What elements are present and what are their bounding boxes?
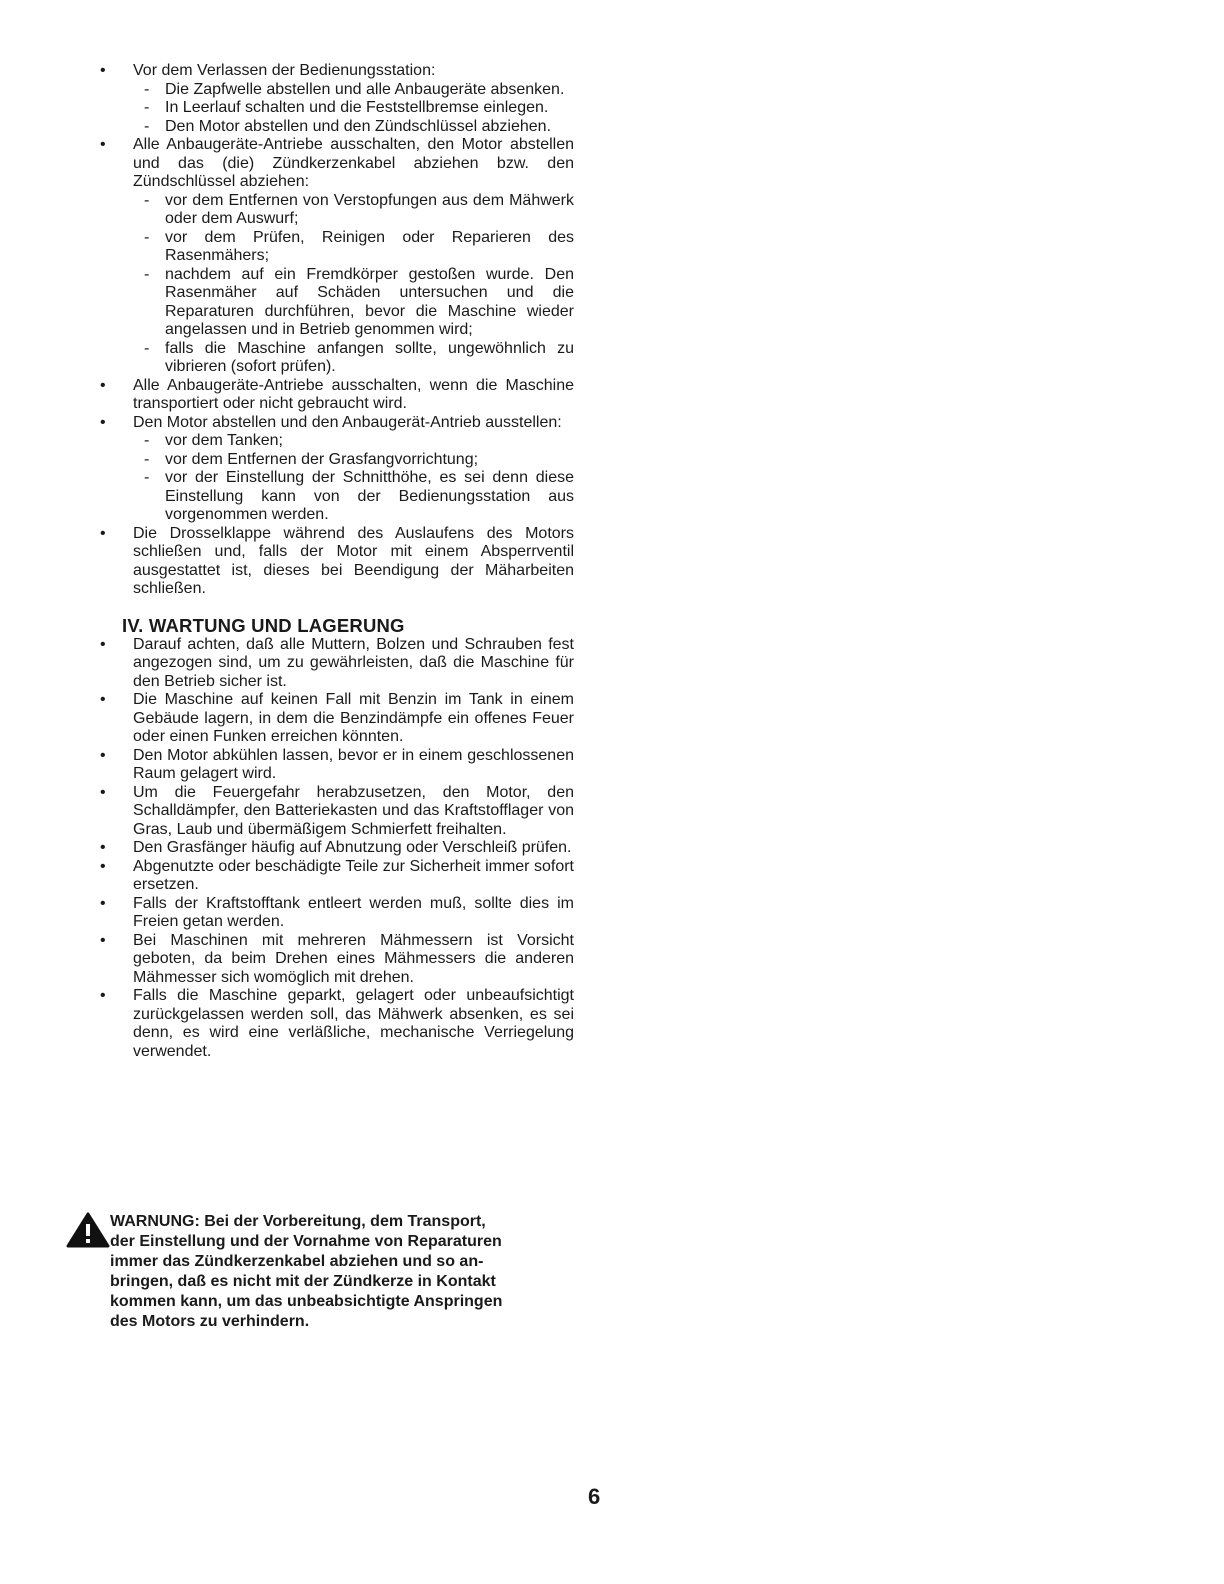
sub-item: - In Leerlauf schalten und die Feststellbremse einlegen. bbox=[98, 99, 574, 118]
maintenance-item: • Darauf achten, daß alle Muttern, Bolzen und Schrauben fest angezogen sind, um zu gewährleisten, daß die Maschine für den Betrieb sicher ist. bbox=[98, 636, 574, 692]
bullet-transport: • Alle Anbaugeräte-Antriebe ausschalten, wenn die Maschine transportiert oder nicht gebraucht wird. bbox=[98, 377, 574, 414]
warning-line: WARNUNG: Bei der Vorbereitung, dem Transport, bbox=[110, 1213, 486, 1230]
sub-item: - vor dem Prüfen, Reinigen oder Reparieren des Rasenmähers; bbox=[98, 229, 574, 266]
warning-line: kommen kann, um das unbeabsichtigte Anspringen bbox=[110, 1293, 503, 1310]
maintenance-item: • Die Maschine auf keinen Fall mit Benzin im Tank in einem Gebäude lagern, in dem die Benzindämpfe ein offenes Feuer oder einen Funken erreichen könnten. bbox=[98, 691, 574, 747]
sub-item: - vor dem Entfernen von Verstopfungen aus dem Mähwerk oder dem Auswurf; bbox=[98, 192, 574, 229]
sub-item: - vor der Einstellung der Schnitthöhe, es sei denn diese Einstellung kann von der Bedienungsstation aus vorgenommen werden. bbox=[98, 469, 574, 525]
warning-text bbox=[66, 1212, 544, 1332]
warning-line: bringen, daß es nicht mit der Zündkerze in Kontakt bbox=[110, 1273, 496, 1290]
warning-line: des Motors zu verhindern. bbox=[110, 1313, 310, 1330]
warning-block bbox=[66, 1212, 544, 1332]
warning-line: der Einstellung und der Vornahme von Reparaturen bbox=[110, 1233, 502, 1250]
maintenance-item: • Falls die Maschine geparkt, gelagert oder unbeaufsichtigt zurückgelassen werden soll, das Mähwerk absenken, es sei denn, es wird eine verläßliche, mechanische Verriegelung verwendet. bbox=[98, 987, 574, 1061]
sub-item: - Den Motor abstellen und den Zündschlüssel abziehen. bbox=[98, 118, 574, 137]
page-number: 6 bbox=[588, 1484, 601, 1509]
sub-item: - vor dem Entfernen der Grasfangvorrichtung; bbox=[98, 451, 574, 470]
sub-item: - nachdem auf ein Fremdkörper gestoßen wurde. Den Rasenmäher auf Schäden untersuchen und die Reparaturen durchführen, bevor die Maschine wieder angelassen und in Betrieb genommen wird; bbox=[98, 266, 574, 340]
sub-item: - Die Zapfwelle abstellen und alle Anbaugeräte absenken. bbox=[98, 81, 574, 100]
maintenance-item: • Bei Maschinen mit mehreren Mähmessern ist Vorsicht geboten, da beim Drehen eines Mähmessers die anderen Mähmesser sich womöglich mit drehen. bbox=[98, 932, 574, 988]
text-column bbox=[98, 62, 574, 1061]
sub-item: - falls die Maschine anfangen sollte, ungewöhnlich zu vibrieren (sofort prüfen). bbox=[98, 340, 574, 377]
warning-line: immer das Zündkerzenkabel abziehen und so an- bbox=[110, 1253, 484, 1270]
warning-triangle-icon bbox=[66, 1212, 110, 1248]
bullet-stop-engine: • Den Motor abstellen und den Anbaugerät-Antrieb ausstellen: bbox=[98, 414, 574, 433]
maintenance-item: • Den Grasfänger häufig auf Abnutzung oder Verschleiß prüfen. bbox=[98, 839, 574, 858]
sub-item: - vor dem Tanken; bbox=[98, 432, 574, 451]
maintenance-item: • Um die Feuergefahr herabzusetzen, den Motor, den Schalldämpfer, den Batteriekasten und das Kraftstofflager von Gras, Laub und übermäßigem Schmierfett freihalten. bbox=[98, 784, 574, 840]
maintenance-item: • Abgenutzte oder beschädigte Teile zur Sicherheit immer sofort ersetzen. bbox=[98, 858, 574, 895]
bullet-throttle: • Die Drosselklappe während des Auslaufens des Motors schließen und, falls der Motor mit einem Absperrventil ausgestattet ist, dieses bei Beendigung der Mäharbeiten schließen. bbox=[98, 525, 574, 599]
maintenance-item: • Falls der Kraftstofftank entleert werden muß, sollte dies im Freien getan werden. bbox=[98, 895, 574, 932]
bullet-disengage-drives: • Alle Anbaugeräte-Antriebe ausschalten, den Motor abstellen und das (die) Zündkerzenkabel abziehen bzw. den Zündschlüssel abziehen: bbox=[98, 136, 574, 192]
maintenance-item: • Den Motor abkühlen lassen, bevor er in einem geschlossenen Raum gelagert wird. bbox=[98, 747, 574, 784]
section-heading: IV. WARTUNG UND LAGERUNG bbox=[122, 614, 405, 636]
bullet-leaving-station: • Vor dem Verlassen der Bedienungsstation: bbox=[98, 62, 574, 81]
